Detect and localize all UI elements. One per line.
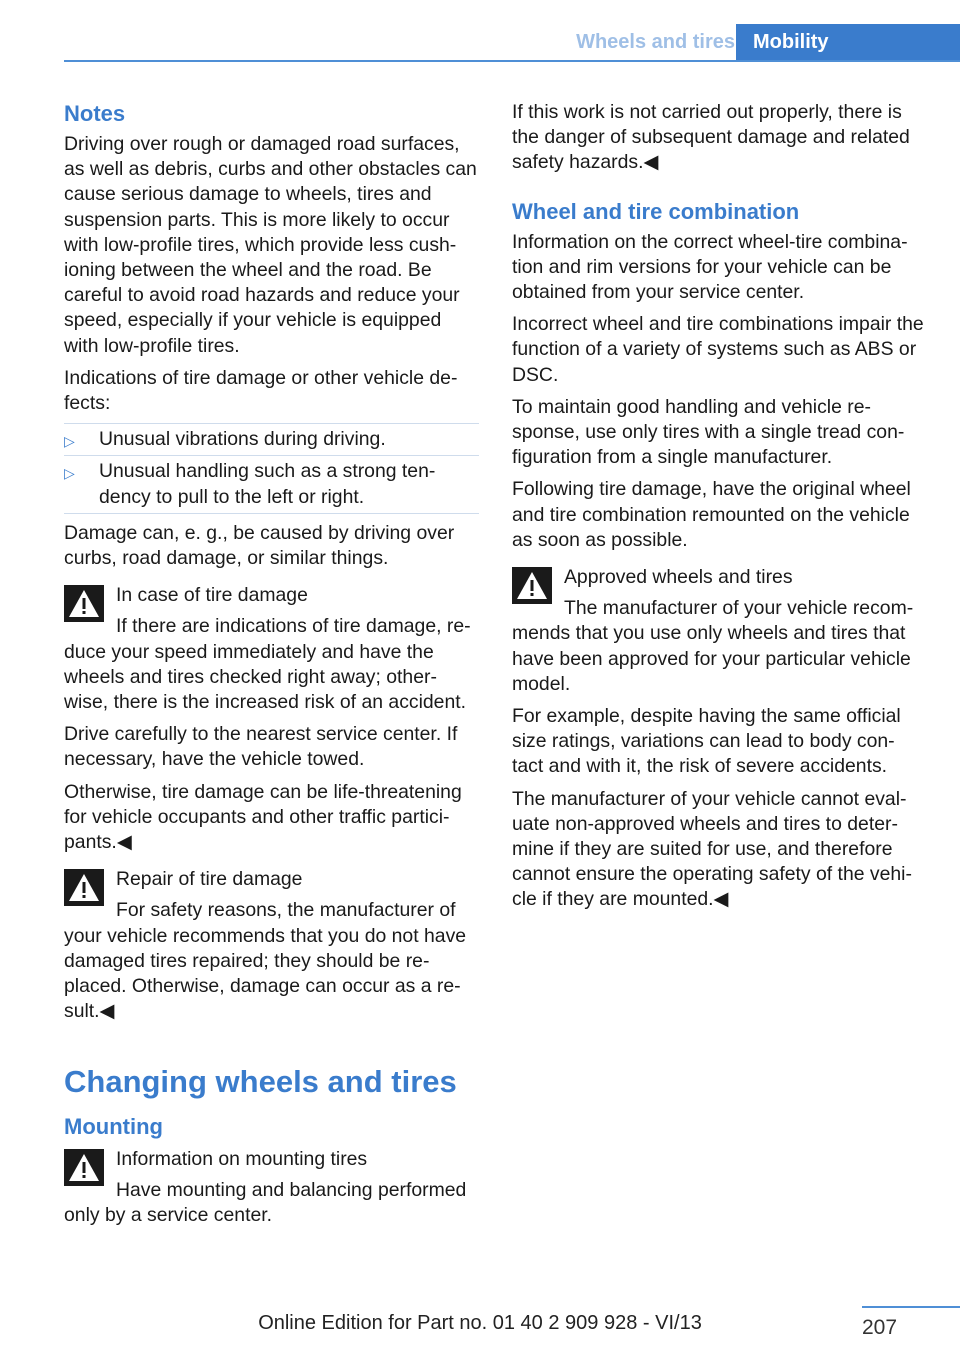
notes-heading: Notes [64, 101, 126, 126]
list-item [64, 455, 479, 513]
paragraph: Information on the correct wheel-tire combina‐ tion and rim versions for your vehicle can be obtained from your service center. [512, 230, 908, 304]
warning-block [64, 867, 479, 1024]
notes-paragraph: Indications of tire damage or other vehicle de‐ fects: [64, 366, 458, 415]
warning-triangle-icon [64, 869, 104, 906]
warning-body-wrap [64, 1178, 479, 1228]
header-chapter-tab [736, 24, 960, 61]
header-rule [64, 60, 960, 62]
warning-title: Repair of tire damage [116, 868, 303, 891]
footer-rule [862, 1306, 960, 1308]
paragraph: Following tire damage, have the original wheel and tire combination remounted on the vehicle as soon as possible. [512, 478, 911, 551]
warning-paragraph: Otherwise, tire damage can be life-threatening for vehicle occupants and other traffic partici‐ pants.◀ [64, 780, 462, 854]
warning-title: Information on mounting tires [116, 1147, 368, 1170]
edition-note: Online Edition for Part no. 01 40 2 909 928 - VI/13 [258, 1312, 702, 1334]
list-item [64, 423, 479, 455]
header-section-title: Wheels and tires [545, 24, 735, 61]
warning-title: In case of tire damage [116, 584, 308, 607]
paragraph: To maintain good handling and vehicle re‐ sponse, use only tires with a single tread con‐ figuration from a single manufacturer. [512, 395, 905, 469]
warning-body: The manufacturer of your vehicle recom‐ mends that you use only wheels and tires that have been approved for your particular vehicle model. [512, 597, 914, 695]
warning-block [64, 583, 479, 715]
header-chapter-label: Mobility [753, 31, 829, 53]
warning-body-wrap [512, 596, 927, 697]
paragraph: The manufacturer of your vehicle cannot eval‐ uate non-approved wheels and tires to deter‐ mine if they are suited for use, and therefore cannot ensure the operating safety of the vehi‐ cle if they are mounted.◀ [512, 787, 912, 911]
warning-triangle-icon [512, 567, 552, 604]
triangle-right-icon: ▷ [64, 433, 75, 450]
paragraph: For example, despite having the same official size ratings, variations can lead to body con‐ tact and with it, the risk of severe accidents. [512, 705, 901, 778]
triangle-right-icon: ▷ [64, 465, 75, 482]
combo-heading: Wheel and tire combination [512, 198, 800, 224]
left-column [64, 100, 479, 1228]
warning-body-wrap [64, 898, 479, 1024]
list-item-text: Unusual vibrations during driving. [99, 428, 386, 451]
warning-title: Approved wheels and tires [564, 566, 793, 589]
notes-paragraph: Driving over rough or damaged road surfaces, as well as debris, curbs and other obstacles can cause serious damage to wheels, tires and suspension parts. This is more likely to occur with low-profile tires, which provide less cush‐ ioning between the wheel and the road. Be careful to avoid road hazards and reduce your speed, especially if your vehicle is equipped with low-profile tires. [64, 133, 477, 357]
warning-body: Have mounting and balancing performed only by a service center. [64, 1178, 467, 1226]
page-header [0, 0, 960, 64]
warning-body: If there are indications of tire damage, re‐ duce your speed immediately and have the wheels and tires checked right away; other‐ wise, there is the increased risk of an accident. [64, 615, 471, 714]
warning-triangle-icon [64, 585, 104, 622]
mounting-heading: Mounting [64, 1113, 163, 1139]
right-column [512, 100, 927, 920]
warning-paragraph: Drive carefully to the nearest service center. If necessary, have the vehicle towed. [64, 723, 458, 771]
notes-paragraph: Damage can, e. g., be caused by driving over curbs, road damage, or similar things. [64, 521, 455, 570]
warning-block [64, 1147, 479, 1229]
defect-list [64, 423, 479, 514]
section-heading: Changing wheels and tires [64, 1063, 457, 1099]
warning-triangle-icon [64, 1149, 104, 1186]
page-number: 207 [862, 1316, 898, 1339]
paragraph: If this work is not carried out properly, there is the danger of subsequent damage and related safety hazards.◀ [512, 101, 910, 174]
warning-body-wrap [64, 614, 479, 715]
paragraph: Incorrect wheel and tire combinations impair the function of a variety of systems such as ABS or DSC. [512, 313, 924, 386]
warning-block [512, 565, 927, 697]
warning-body: For safety reasons, the manufacturer of your vehicle recommends that you do not have damaged tires repaired; they should be re‐ placed. Otherwise, damage can occur as a re‐ sult.◀ [64, 899, 467, 1023]
list-item-text: Unusual handling such as a strong ten‐ dency to pull to the left or right. [99, 460, 436, 508]
